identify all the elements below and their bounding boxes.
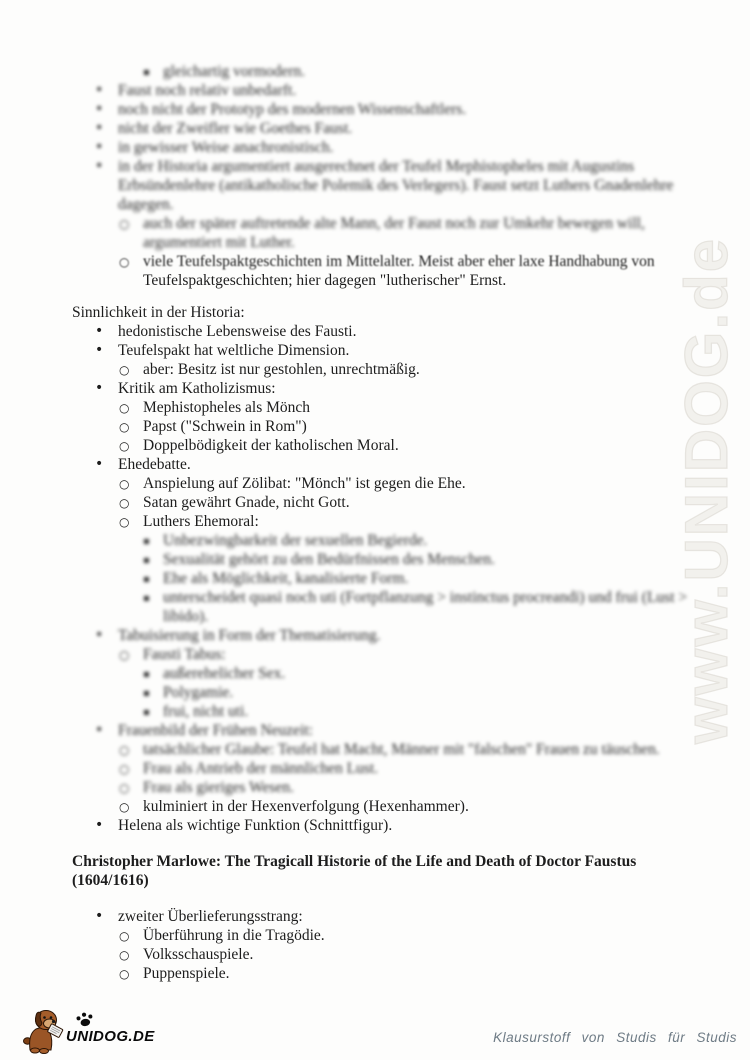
list-item — [72, 360, 720, 379]
list-item — [72, 138, 720, 157]
bullet-square-icon: ▪ — [143, 67, 150, 78]
list-item — [72, 588, 720, 626]
bullet-circle-icon: ○ — [119, 781, 130, 795]
footer-tagline: Klausurstoff von Studis für Studis — [493, 1030, 737, 1045]
list-item — [72, 926, 720, 945]
bullet-square-icon: ▪ — [143, 669, 150, 680]
unidog-logo[interactable] — [22, 1006, 182, 1056]
list-item-text: Polygamie. — [163, 684, 234, 701]
bullet-disc-icon: • — [95, 456, 104, 472]
list-item-text: Luthers Ehemoral: — [143, 513, 259, 530]
bullet-disc-icon: • — [95, 817, 104, 833]
list-item — [72, 271, 720, 290]
list-item — [72, 436, 720, 455]
list-item-text: aber: Besitz ist nur gestohlen, unrechtmäßig. — [143, 361, 420, 378]
list-item-text: unterscheidet quasi noch uti (Fortpflanzung > instinctus procreandi) und frui (Lust > libido). — [163, 589, 688, 625]
bullet-circle-icon: ○ — [119, 255, 130, 269]
list-item — [72, 945, 720, 964]
list-item-text: Frau als Antrieb der männlichen Lust. — [143, 760, 379, 777]
list-item-text: Frauenbild der Frühen Neuzeit: — [118, 722, 313, 739]
list-item-text: Ehe als Möglichkeit, kanalisierte Form. — [163, 570, 409, 587]
list-item-text: Sexualität gehört zu den Bedürfnissen des Menschen. — [163, 551, 495, 568]
list-item — [72, 379, 720, 398]
list-item-text: Überführung in die Tragödie. — [143, 927, 325, 944]
bullet-list — [72, 322, 720, 835]
text-line: Christopher Marlowe: The Tragicall Historie of the Life and Death of Doctor Faustus — [72, 853, 637, 870]
list-item-text: Doppelbödigkeit der katholischen Moral. — [143, 437, 399, 454]
list-item — [72, 157, 720, 214]
list-item — [72, 81, 720, 100]
list-item-text: Tabuisierung in Form der Thematisierung. — [118, 627, 381, 644]
list-item — [72, 907, 720, 926]
list-item-text: Teufelspakt hat weltliche Dimension. — [118, 342, 350, 359]
list-item — [72, 531, 720, 550]
list-item-text: auch der später auftretende alte Mann, der Faust noch zur Umkehr bewegen will, argumentiert mit Luther. — [143, 215, 645, 251]
bullet-circle-icon: ○ — [119, 929, 130, 943]
list-item — [72, 322, 720, 341]
bullet-square-icon: ▪ — [143, 574, 150, 585]
list-item-text: Unbezwingbarkeit der sexuellen Begierde. — [163, 532, 428, 549]
list-item-text: nicht der Zweifler wie Goethes Faust. — [118, 120, 353, 137]
list-item — [72, 550, 720, 569]
bullet-square-icon: ▪ — [143, 555, 150, 566]
list-item-text: in gewisser Weise anachronistisch. — [118, 139, 334, 156]
list-item — [72, 797, 720, 816]
list-item-text: Volksschauspiele. — [143, 946, 254, 963]
list-item — [72, 341, 720, 360]
list-item — [72, 964, 720, 983]
bullet-circle-icon: ○ — [119, 648, 130, 662]
bullet-square-icon: ▪ — [143, 707, 150, 718]
bullet-list — [72, 907, 720, 983]
list-item-text: Anspielung auf Zölibat: "Mönch" ist gegen die Ehe. — [143, 475, 466, 492]
list-item-text: zweiter Überlieferungsstrang: — [118, 908, 303, 925]
list-item-text: kulminiert in der Hexenverfolgung (Hexenhammer). — [143, 798, 469, 815]
list-item-text: außerehelicher Sex. — [163, 665, 286, 682]
list-item — [72, 626, 720, 645]
list-item-text: viele Teufelspaktgeschichten im Mittelalter. Meist aber eher laxe Handhabung von — [143, 253, 655, 270]
list-item — [72, 645, 720, 664]
unidog-logo-text: UNIDOG.DE — [66, 1028, 155, 1045]
list-item-text: Faust noch relativ unbedarft. — [118, 82, 297, 99]
bullet-disc-icon: • — [95, 120, 104, 136]
list-item-text: Frau als gieriges Wesen. — [143, 779, 294, 796]
bullet-circle-icon: ○ — [119, 420, 130, 434]
list-item — [72, 512, 720, 531]
list-item — [72, 702, 720, 721]
bullet-disc-icon: • — [95, 323, 104, 339]
list-item-text: Mephistopheles als Mönch — [143, 399, 311, 416]
bullet-circle-icon: ○ — [119, 948, 130, 962]
list-item-text: in der Historia argumentiert ausgerechnet der Teufel Mephistopheles mit Augustins Erbsündenlehre (antikatholische Polemik des Verlegers). Faust setzt Luthers Gnadenlehre dagegen. — [118, 158, 674, 213]
list-item — [72, 721, 720, 740]
bullet-circle-icon: ○ — [119, 217, 130, 231]
list-item-text: Teufelspaktgeschichten; hier dagegen "lutherischer" Ernst. — [143, 272, 507, 289]
list-item-text: Kritik am Katholizismus: — [118, 380, 276, 397]
list-item — [72, 100, 720, 119]
section-heading — [72, 852, 720, 890]
bullet-circle-icon: ○ — [119, 743, 130, 757]
bullet-circle-icon: ○ — [119, 762, 130, 776]
bullet-square-icon: ▪ — [143, 536, 150, 547]
list-item-text: gleichartig vormodern. — [163, 63, 306, 80]
list-item-text: tatsächlicher Glaube: Teufel hat Macht, Männer mit "falschen" Frauen zu täuschen. — [143, 741, 660, 758]
list-item — [72, 252, 720, 271]
text-line: (1604/1616) — [72, 872, 149, 889]
list-item — [72, 493, 720, 512]
list-item — [72, 474, 720, 493]
bullet-disc-icon: • — [95, 342, 104, 358]
bullet-disc-icon: • — [95, 380, 104, 396]
bullet-disc-icon: • — [95, 139, 104, 155]
list-item — [72, 455, 720, 474]
list-item — [72, 740, 720, 759]
list-item — [72, 398, 720, 417]
bullet-circle-icon: ○ — [119, 515, 130, 529]
bullet-square-icon: ▪ — [143, 688, 150, 699]
bullet-disc-icon: • — [95, 82, 104, 98]
list-item — [72, 778, 720, 797]
bullet-list — [72, 62, 720, 290]
bullet-disc-icon: • — [95, 908, 104, 924]
list-item-text: Satan gewährt Gnade, nicht Gott. — [143, 494, 350, 511]
list-item-text: Fausti Tabus: — [143, 646, 226, 663]
list-item-text: frui, nicht uti. — [163, 703, 249, 720]
paw-print-icon — [75, 1011, 95, 1028]
bullet-circle-icon: ○ — [119, 967, 130, 981]
list-item — [72, 683, 720, 702]
unidog-watermark: www.UNIDOG.de — [673, 236, 740, 744]
bullet-circle-icon: ○ — [119, 363, 130, 377]
dog-mascot-icon — [22, 1006, 68, 1054]
bullet-disc-icon: • — [95, 722, 104, 738]
list-item — [72, 759, 720, 778]
list-item-text: Papst ("Schwein in Rom") — [143, 418, 307, 435]
list-item — [72, 569, 720, 588]
list-item — [72, 62, 720, 81]
bullet-disc-icon: • — [95, 101, 104, 117]
list-item — [72, 214, 720, 252]
bullet-square-icon: ▪ — [143, 593, 150, 604]
text-line: Sinnlichkeit in der Historia: — [72, 304, 245, 321]
bullet-circle-icon: ○ — [119, 800, 130, 814]
list-item — [72, 816, 720, 835]
list-item-text: noch nicht der Prototyp des modernen Wissenschaftlers. — [118, 101, 467, 118]
list-item-text: Ehedebatte. — [118, 456, 191, 473]
list-item — [72, 417, 720, 436]
bullet-circle-icon: ○ — [119, 439, 130, 453]
bullet-disc-icon: • — [95, 627, 104, 643]
section-title — [72, 303, 720, 322]
list-item — [72, 119, 720, 138]
list-item-text: Puppenspiele. — [143, 965, 230, 982]
bullet-circle-icon: ○ — [119, 477, 130, 491]
bullet-circle-icon: ○ — [119, 401, 130, 415]
bullet-disc-icon: • — [95, 158, 104, 174]
list-item-text: hedonistische Lebensweise des Fausti. — [118, 323, 357, 340]
list-item — [72, 664, 720, 683]
list-item-text: Helena als wichtige Funktion (Schnittfigur). — [118, 817, 393, 834]
bullet-circle-icon: ○ — [119, 496, 130, 510]
